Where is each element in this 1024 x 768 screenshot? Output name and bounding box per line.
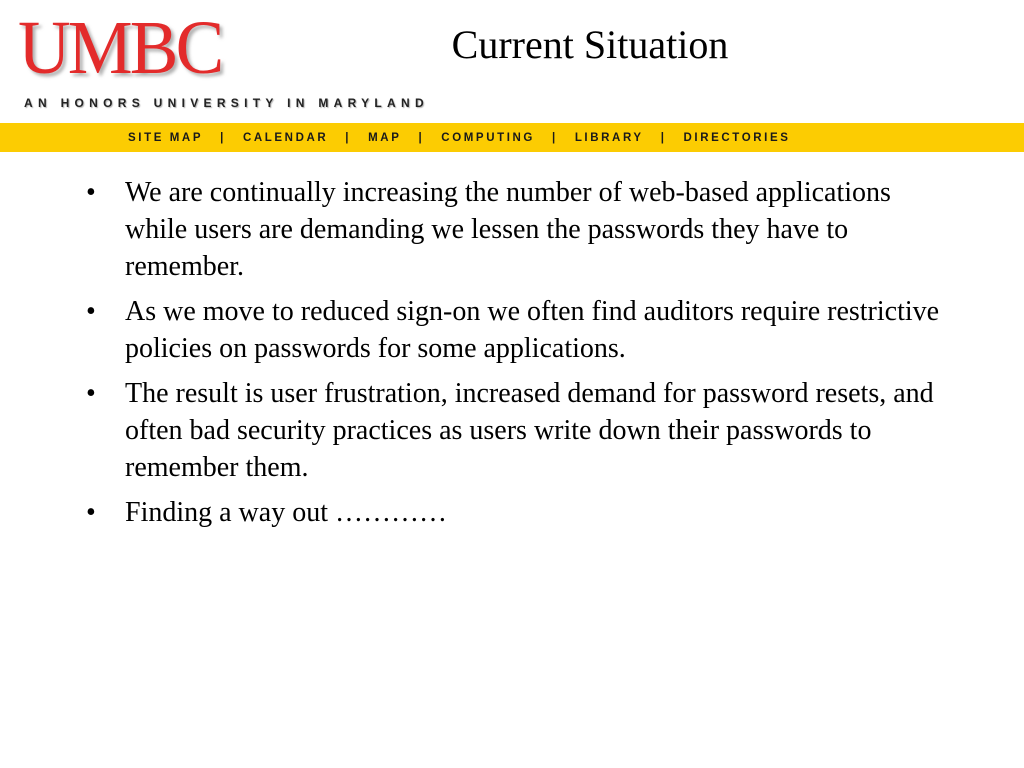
bullet-icon: • — [86, 296, 96, 327]
bullet-item — [84, 494, 944, 531]
nav-separator: | — [551, 131, 558, 144]
nav-link-directories[interactable]: DIRECTORIES — [683, 131, 791, 144]
bullet-icon: • — [86, 177, 96, 208]
nav-separator: | — [345, 131, 352, 144]
nav-separator: | — [418, 131, 425, 144]
umbc-logo: UMBC — [18, 6, 222, 90]
bullet-item — [84, 375, 944, 486]
nav-link-library[interactable]: LIBRARY — [574, 131, 644, 144]
bullet-text: We are continually increasing the number of web-based applications while users are demanding we lessen the passwords they have to remember. — [125, 177, 891, 282]
university-tagline: AN HONORS UNIVERSITY IN MARYLAND — [24, 96, 429, 110]
nav-separator: | — [220, 131, 226, 144]
slide-content — [84, 174, 944, 539]
bullet-text: As we move to reduced sign-on we often find auditors require restrictive policies on passwords for some applications. — [125, 296, 940, 364]
bullet-text: The result is user frustration, increased demand for password resets, and often bad security practices as users write down their passwords to remember them. — [125, 378, 934, 483]
slide-title: Current Situation — [451, 22, 729, 67]
bullet-icon: • — [86, 497, 96, 528]
nav-link-calendar[interactable]: CALENDAR — [242, 131, 329, 144]
bullet-icon: • — [86, 378, 96, 409]
bullet-list — [84, 174, 944, 531]
nav-bar — [0, 123, 1024, 152]
nav-link-site-map[interactable]: SITE MAP — [128, 131, 204, 144]
bullet-item — [84, 293, 944, 367]
nav-separator: | — [660, 131, 667, 144]
nav-link-map[interactable]: MAP — [368, 131, 402, 144]
nav-links — [128, 123, 791, 152]
bullet-item — [84, 174, 944, 285]
bullet-text: Finding a way out ………… — [125, 497, 447, 528]
nav-link-computing[interactable]: COMPUTING — [441, 131, 535, 144]
